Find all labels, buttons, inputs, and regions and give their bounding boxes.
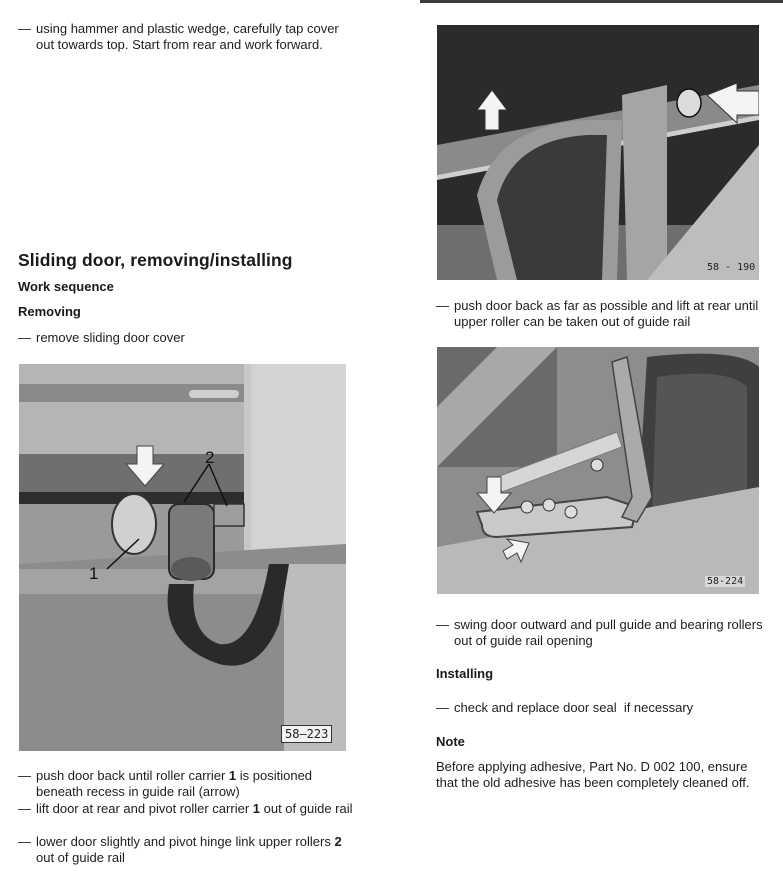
step-push-door-back [436,298,771,330]
subheading-note: Note [436,734,465,749]
section-title: Sliding door, removing/installing [18,250,293,270]
figure-roller-carrier-photo [19,364,346,751]
figure-id-label: 58–223 [281,725,332,743]
figure-id-label: 58-224 [707,576,744,587]
part-number: 1 [228,768,237,783]
callout-label-2: 2 [205,448,215,467]
dash-glyph: — [18,801,31,816]
dash-glyph: — [436,617,449,632]
intro-step [18,21,358,53]
step-text-post: is positioned beneath recess in guide rail (arrow) [36,768,313,799]
step-remove-cover [18,330,358,346]
step-lift-door [18,801,353,817]
figure-id-label: 58 - 190 [707,262,756,273]
step-text [18,768,353,800]
dash-glyph: — [18,21,31,36]
part-number: 1 [252,801,260,816]
dash-glyph: — [18,768,31,783]
dash-glyph: — [436,298,449,313]
subheading-installing: Installing [436,666,494,681]
step-text-pre: push door back until roller carrier [36,768,229,783]
step-swing-door [436,617,771,649]
step-swing-door-text: swing door outward and pull guide and bearing rollers out of guide rail opening [454,617,763,648]
part-number: 2 [334,834,342,849]
step-lower-door [18,834,353,866]
step-text-post: out of guide rail [260,801,353,816]
step-text-pre: lower door slightly and pivot hinge link upper rollers [36,834,335,849]
step-text [18,801,353,817]
step-check-seal [436,700,771,716]
figure-guide-rollers-photo [437,347,759,594]
callout-label-1: 1 [89,564,99,583]
note-text: Before applying adhesive, Part No. D 002 100, ensure that the old adhesive has been completely cleaned off. [436,759,750,790]
top-rule [420,0,783,3]
intro-step-text: using hammer and plastic wedge, carefully tap cover out towards top. Start from rear and work forward. [36,21,339,52]
step-text-pre: lift door at rear and pivot roller carrier [36,801,253,816]
dash-glyph: — [436,700,449,715]
step-check-seal-text: check and replace door seal if necessary [454,700,694,715]
dash-glyph: — [18,834,31,849]
subheading-removing: Removing [18,304,81,319]
dash-glyph: — [18,330,31,345]
step-push-door-back-text: push door back as far as possible and lift at rear until upper roller can be taken out of guide rail [454,298,759,329]
step-text-post: out of guide rail [36,850,125,865]
step-push-roller-carrier [18,768,353,800]
figure-upper-roller-photo [437,25,759,280]
step-text [18,834,353,866]
step-remove-cover-text: remove sliding door cover [36,330,185,345]
subheading-work-sequence: Work sequence [18,279,114,294]
